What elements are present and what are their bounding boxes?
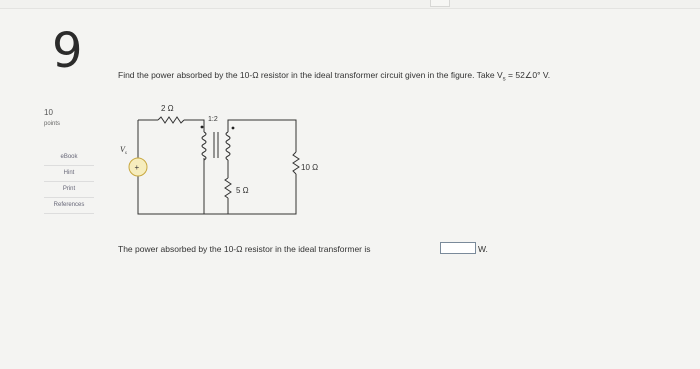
question-number: 9 — [52, 23, 83, 79]
points-value: 10 — [44, 108, 53, 117]
shunt-resistor-label: 5 Ω — [236, 186, 249, 195]
secondary-dot — [232, 127, 235, 130]
question-text-tail: = 52∠0° V. — [505, 70, 551, 80]
source-label-main: V — [120, 145, 125, 154]
load-resistor — [293, 152, 299, 174]
wire-right-top — [228, 120, 296, 152]
question-text-sub: s — [502, 76, 506, 83]
print-link[interactable]: Print — [44, 182, 94, 198]
primary-dot — [201, 126, 204, 129]
series-resistor-label: 2 Ω — [161, 104, 174, 113]
hint-link[interactable]: Hint — [44, 166, 94, 182]
load-resistor-label: 10 Ω — [301, 163, 319, 172]
answer-input[interactable] — [440, 242, 476, 254]
references-link[interactable]: References — [44, 198, 94, 214]
source-label-sub: s — [124, 151, 127, 156]
wire-left-top-2 — [184, 120, 204, 132]
question-text-main: Find the power absorbed by the 10-Ω resistor in the ideal transformer circuit given in the figure. Take V — [118, 70, 503, 80]
source-label — [120, 145, 127, 156]
source-plus: + — [134, 163, 140, 172]
answer-unit: W. — [478, 244, 488, 254]
wire-left-side-2 — [138, 158, 204, 214]
shunt-resistor — [225, 178, 231, 198]
secondary-coil — [226, 132, 230, 160]
points-label: points — [44, 121, 61, 127]
turns-ratio-label: 1:2 — [208, 116, 218, 123]
wire-right-side — [204, 174, 296, 214]
answer-prompt: The power absorbed by the 10-Ω resistor in the ideal transformer is — [118, 244, 371, 254]
ebook-link[interactable]: eBook — [44, 150, 94, 166]
series-resistor — [158, 117, 184, 123]
primary-coil — [202, 132, 206, 160]
